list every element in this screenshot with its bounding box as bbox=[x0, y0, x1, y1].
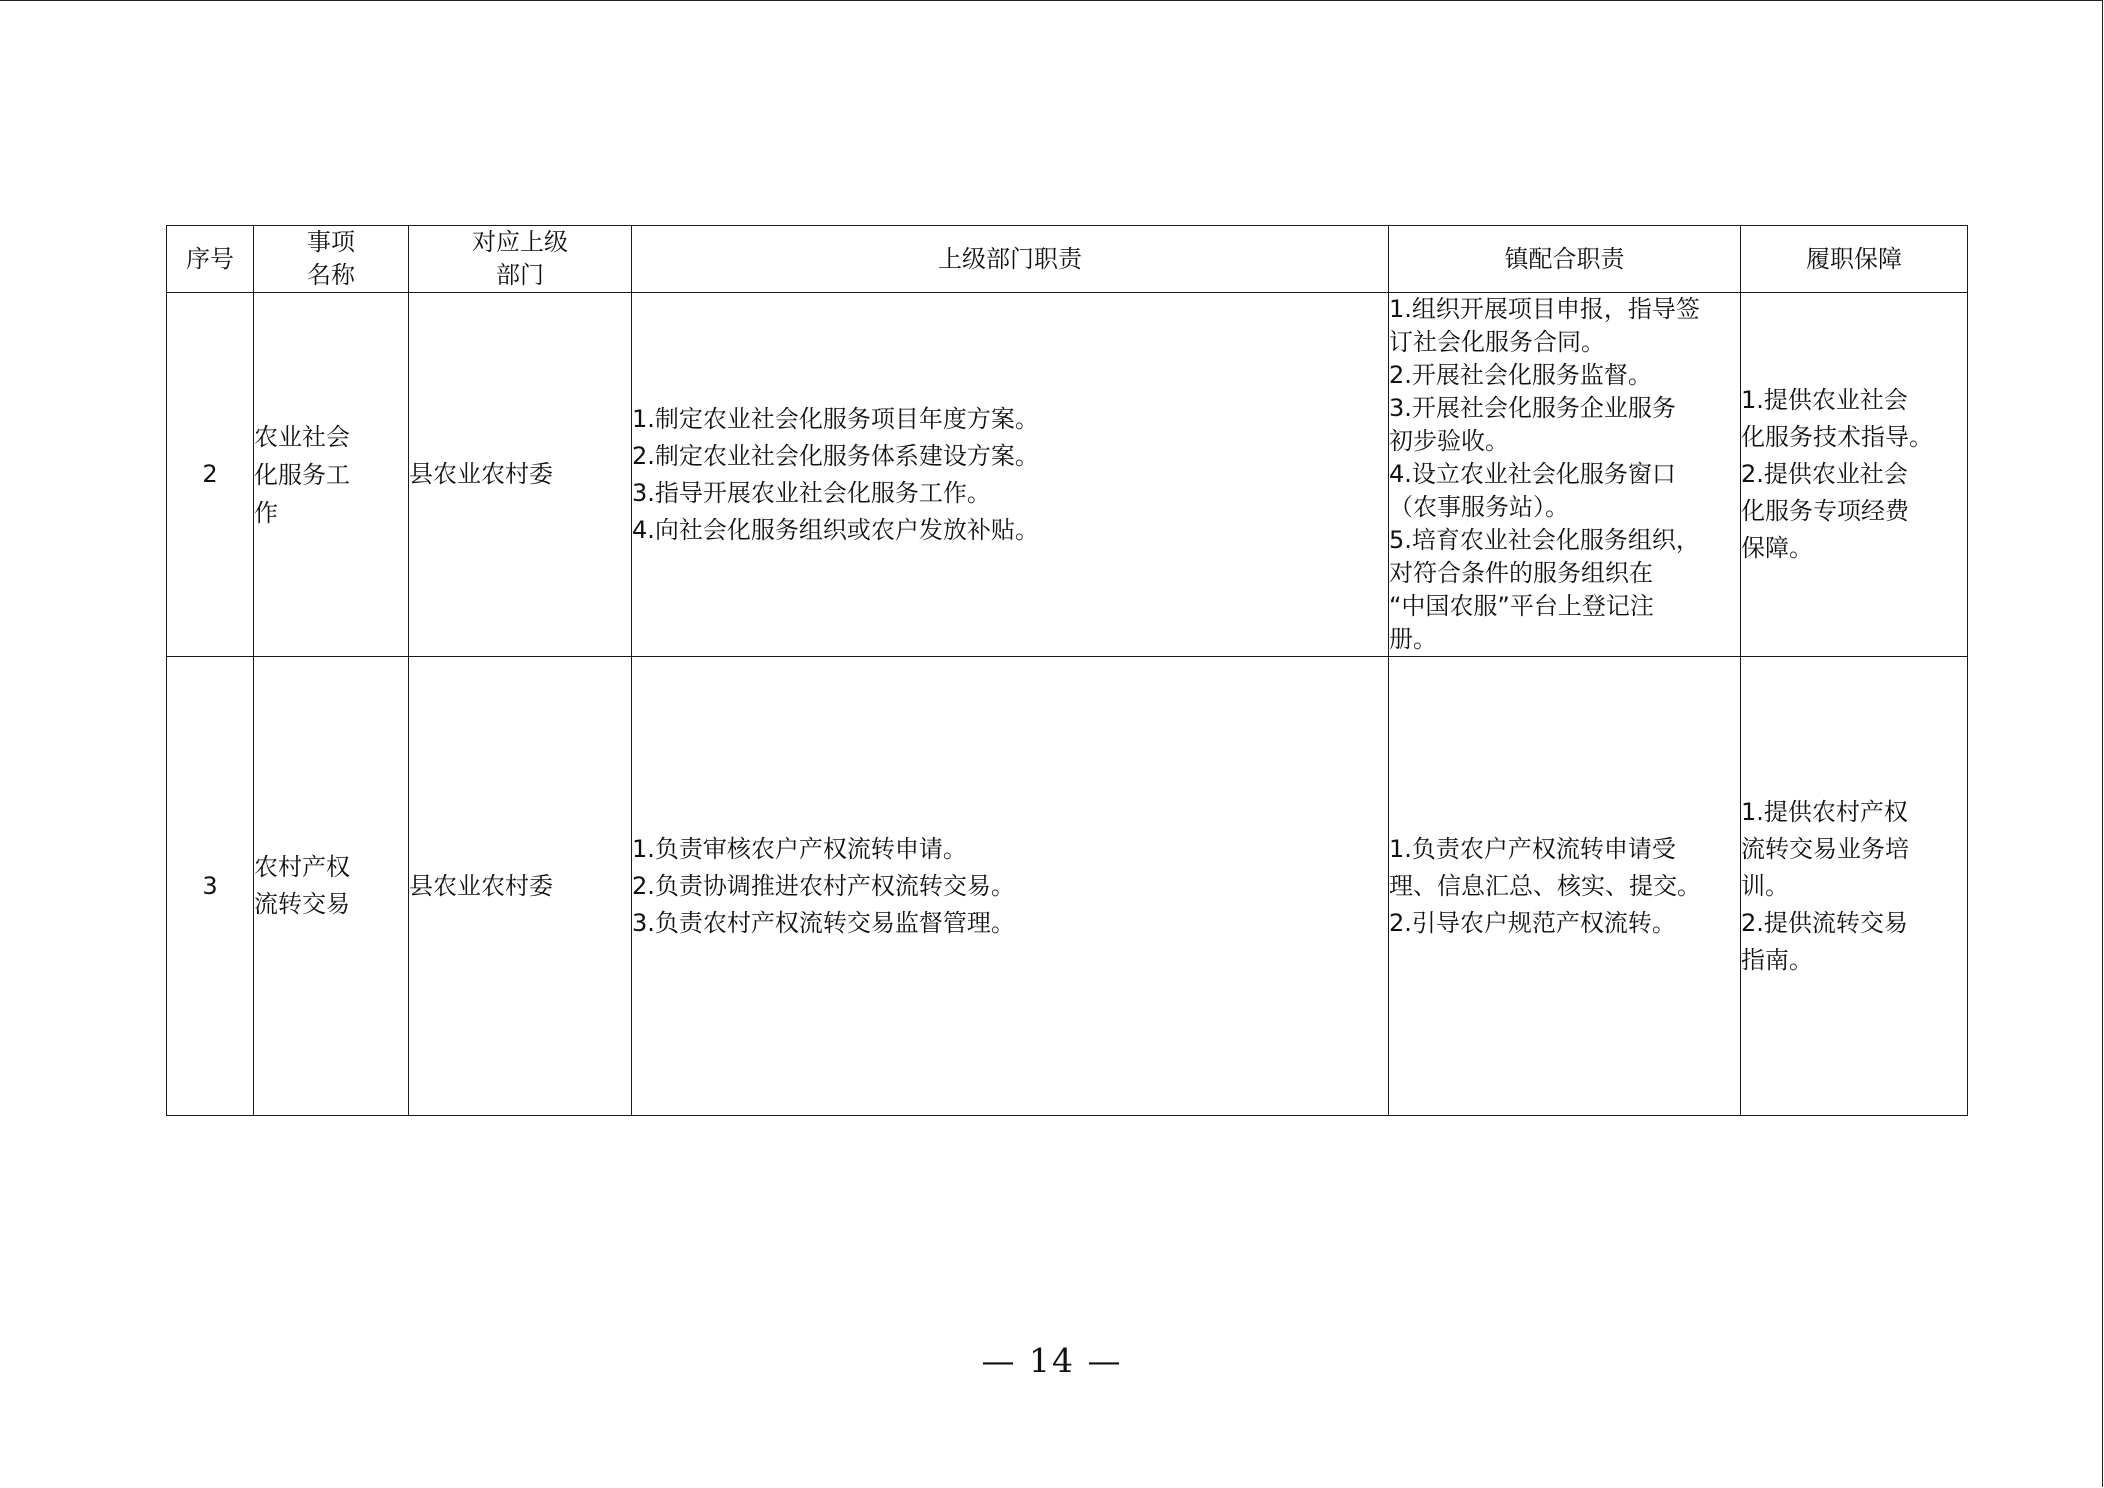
header-superior-dept-line: 对应上级 bbox=[472, 228, 568, 256]
list-item-line: 2.提供农业社会 bbox=[1741, 460, 1908, 488]
row-town-duties bbox=[1389, 657, 1741, 1116]
table-row bbox=[167, 293, 1968, 657]
list-item bbox=[1389, 359, 1740, 392]
multiline-cell bbox=[254, 418, 408, 532]
duty-item: 2.制定农业社会化服务体系建设方案。 bbox=[632, 441, 1039, 470]
row-item-name bbox=[254, 293, 409, 657]
table-header-row bbox=[167, 226, 1968, 293]
list-item-line: 2.引导农户规范产权流转。 bbox=[1389, 908, 1676, 937]
row-item-name bbox=[254, 657, 409, 1116]
list-item-line: 2.开展社会化服务监督。 bbox=[1389, 361, 1652, 389]
list-item-line: 化服务技术指导。 bbox=[1741, 423, 1933, 451]
list-group bbox=[1741, 794, 1967, 979]
list-item-line: 3.开展社会化服务企业服务 bbox=[1389, 394, 1676, 422]
header-item-name bbox=[254, 226, 409, 293]
list-group bbox=[1389, 293, 1740, 656]
header-superior-dept bbox=[409, 226, 632, 293]
row-guarantee bbox=[1741, 657, 1968, 1116]
list-item-line: 流转交易业务培 bbox=[1741, 834, 1909, 863]
list-item bbox=[1741, 456, 1967, 567]
list-item bbox=[1389, 392, 1740, 458]
header-index: 序号 bbox=[167, 226, 254, 293]
list-item-line: 对符合条件的服务组织在 bbox=[1389, 559, 1653, 587]
list-item-line: 初步验收。 bbox=[1389, 427, 1509, 455]
cell-line: 农村产权 bbox=[254, 853, 350, 881]
cell-line: 作 bbox=[254, 498, 278, 527]
header-guarantee: 履职保障 bbox=[1741, 226, 1968, 293]
list-item bbox=[1741, 382, 1967, 456]
header-item-name-line: 事项 bbox=[307, 228, 355, 256]
list-item-line: 化服务专项经费 bbox=[1741, 497, 1909, 525]
list-item-line: 5.培育农业社会化服务组织， bbox=[1389, 526, 1700, 554]
list-item-line: 保障。 bbox=[1741, 534, 1813, 562]
list-item-line: 1.提供农业社会 bbox=[1741, 386, 1908, 414]
row-index: 3 bbox=[167, 657, 254, 1116]
row-guarantee bbox=[1741, 293, 1968, 657]
multiline-cell bbox=[254, 849, 408, 923]
list-item bbox=[1389, 458, 1740, 524]
list-group bbox=[1389, 831, 1740, 942]
row-superior-duties bbox=[632, 657, 1389, 1116]
list-item-line: （农事服务站）。 bbox=[1389, 493, 1569, 521]
list-item-line: 2.提供流转交易 bbox=[1741, 908, 1908, 937]
list-item bbox=[1389, 293, 1740, 359]
header-superior-duties: 上级部门职责 bbox=[632, 226, 1389, 293]
row-superior-duties bbox=[632, 293, 1389, 657]
list-item-line: 册。 bbox=[1389, 625, 1437, 653]
list-item bbox=[1389, 905, 1740, 942]
header-town-duties: 镇配合职责 bbox=[1389, 226, 1741, 293]
list-item bbox=[1389, 831, 1740, 905]
cell-line: 农业社会 bbox=[254, 422, 350, 451]
list-item-line: 指南。 bbox=[1741, 945, 1813, 974]
cell-line: 流转交易 bbox=[254, 890, 350, 918]
cell-line: 化服务工 bbox=[254, 460, 350, 489]
table-row bbox=[167, 657, 1968, 1116]
duty-item: 1.制定农业社会化服务项目年度方案。 bbox=[632, 404, 1039, 433]
list-item bbox=[1741, 905, 1967, 979]
duty-table bbox=[166, 225, 1968, 1116]
header-superior-dept-line: 部门 bbox=[496, 261, 544, 289]
duty-item: 3.负责农村产权流转交易监督管理。 bbox=[632, 908, 1015, 937]
duty-item: 4.向社会化服务组织或农户发放补贴。 bbox=[632, 515, 1039, 544]
row-index: 2 bbox=[167, 293, 254, 657]
list-item-line: 4.设立农业社会化服务窗口 bbox=[1389, 460, 1676, 488]
row-superior-dept: 县农业农村委 bbox=[409, 657, 632, 1116]
list-item-line: 1.组织开展项目申报，指导签 bbox=[1389, 295, 1700, 323]
list-item-line: 订社会化服务合同。 bbox=[1389, 328, 1605, 356]
header-item-name-line: 名称 bbox=[307, 261, 355, 289]
row-superior-dept: 县农业农村委 bbox=[409, 293, 632, 657]
list-item bbox=[1741, 794, 1967, 905]
list-item-line: 训。 bbox=[1741, 871, 1789, 900]
list-item-line: 1.提供农村产权 bbox=[1741, 797, 1908, 826]
list-item bbox=[1389, 524, 1740, 656]
page-number: — 14 — bbox=[981, 1341, 1123, 1380]
list-group bbox=[1741, 382, 1967, 567]
duty-item: 2.负责协调推进农村产权流转交易。 bbox=[632, 871, 1015, 900]
list-item-line: “中国农服”平台上登记注 bbox=[1389, 592, 1654, 620]
list-item-line: 1.负责农户产权流转申请受 bbox=[1389, 834, 1676, 863]
duty-item: 1.负责审核农户产权流转申请。 bbox=[632, 834, 967, 863]
list-item-line: 理、信息汇总、核实、提交。 bbox=[1389, 871, 1701, 900]
row-town-duties bbox=[1389, 293, 1741, 657]
duty-item: 3.指导开展农业社会化服务工作。 bbox=[632, 478, 991, 507]
